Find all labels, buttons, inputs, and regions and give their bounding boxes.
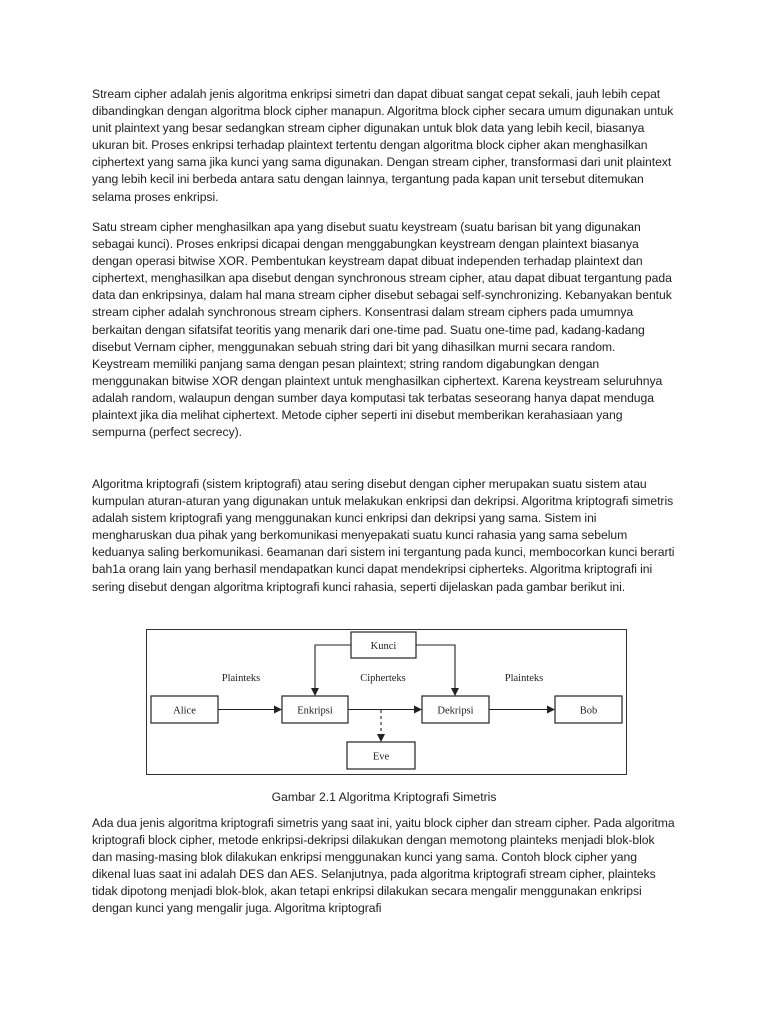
node-bob-label: Bob [579, 705, 598, 717]
diagram-canvas [146, 629, 627, 775]
label-cipherteks: Cipherteks [360, 673, 406, 684]
node-alice-label: Alice [173, 705, 196, 717]
label-plainteks-left: Plainteks [221, 673, 261, 684]
paragraph-block-vs-stream: Ada dua jenis algoritma kriptografi simetris yang saat ini, yaitu block cipher dan stream cipher. Pada algoritma kriptografi block cipher, metode enkripsi-dekripsi dilakukan dengan memotong plainteks menjadi blok-blok dan masing-masing blok dilakukan enkripsi menggunakan kunci yang sama. Contoh block cipher yang dikenal luas saat ini adalah DES dan AES. Selanjutnya, pada algoritma kriptografi stream cipher, plainteks tidak dipotong menjadi blok-blok, akan tetapi enkripsi dilakukan secara mengalir menggunakan enkripsi dengan kunci yang mengalir juga. Algoritma kriptografi [92, 816, 675, 916]
label-plainteks-right: Plainteks [504, 673, 544, 684]
paragraph-stream-cipher-intro: Stream cipher adalah jenis algoritma enkripsi simetri dan dapat dibuat sangat cepat sekali, jauh lebih cepat dibandingkan dengan algoritma block cipher manapun. Algoritma block cipher secara umum digunakan untuk unit plaintext yang besar sedangkan stream cipher digunakan untuk blok data yang lebih kecil, biasanya ukuran bit. Proses enkripsi terhadap plaintext tertentu dengan algoritma block cipher akan menghasilkan ciphertext yang sama jika kunci yang sama digunakan. Dengan stream cipher, transformasi dari unit plaintext yang lebih kecil ini berbeda antara satu dengan lainnya, tergantung pada kapan unit tersebut ditemukan selama proses enkripsi. [92, 87, 674, 204]
paragraph-symmetric-algorithm: Algoritma kriptografi (sistem kriptografi) atau sering disebut dengan cipher merupakan suatu sistem atau kumpulan aturan-aturan yang digunakan untuk melakukan enkripsi dan dekripsi. Algoritma kriptografi simetris adalah sistem kriptografi yang menggunakan kunci enkripsi dan dekripsi yang sama. Sistem ini mengharuskan dua pihak yang berkomunikasi menyepakati suatu kunci rahasia yang sama sebelum keduanya saling berkomunikasi. 6eamanan dari sistem ini tergantung pada kunci, membocorkan kunci berarti bah1a orang lain yang berhasil mendapatkan kunci dapat mendekripsi cipherteks. Algoritma kriptografi ini sering disebut dengan algoritma kriptografi kunci rahasia, seperti dijelaskan pada gambar berikut ini. [92, 477, 675, 594]
node-dekripsi-label: Dekripsi [437, 705, 474, 717]
arrow-kunci-to-enkripsi [315, 645, 351, 695]
paragraph-keystream: Satu stream cipher menghasilkan apa yang disebut suatu keystream (suatu barisan bit yang digunakan sebagai kunci). Proses enkripsi dicapai dengan menggabungkan keystream dengan plaintext biasanya dengan operasi bitwise XOR. Pembentukan keystream dapat dibuat independen terhadap plaintext dan ciphertext, menghasilkan apa disebut dengan synchronous stream cipher, atau dapat dibuat tergantung pada data dan enkripsinya, dalam hal mana stream cipher disebut sebagai self-synchronizing. Kebanyakan bentuk stream cipher adalah synchronous stream ciphers. Konsentrasi dalam stream ciphers pada umumnya berkaitan dengan sifatsifat teoritis yang menarik dari one-time pad. Suatu one-time pad, kadang-kadang disebut Vernam cipher, menggunakan sebuah string dari bit yang dihasilkan murni secara random. Keystream memiliki panjang sama dengan pesan plaintext; string random digabungkan dengan menggunakan bitwise XOR dengan plaintext untuk menghasilkan ciphertext. Karena keystream seluruhnya adalah random, walaupun dengan sumber daya komputasi tak terbatas seseorang hanya dapat menduga plaintext jika dia melihat ciphertext. Metode cipher seperti ini disebut memberikan kerahasiaan yang sempurna (perfect secrecy). [92, 220, 672, 440]
figure-caption: Gambar 2.1 Algoritma Kriptografi Simetris [271, 790, 497, 804]
arrow-kunci-to-dekripsi [416, 645, 455, 695]
symmetric-crypto-diagram [146, 629, 627, 775]
node-kunci-label: Kunci [370, 641, 397, 652]
node-eve-label: Eve [372, 751, 390, 763]
node-enkripsi-label: Enkripsi [297, 705, 333, 717]
